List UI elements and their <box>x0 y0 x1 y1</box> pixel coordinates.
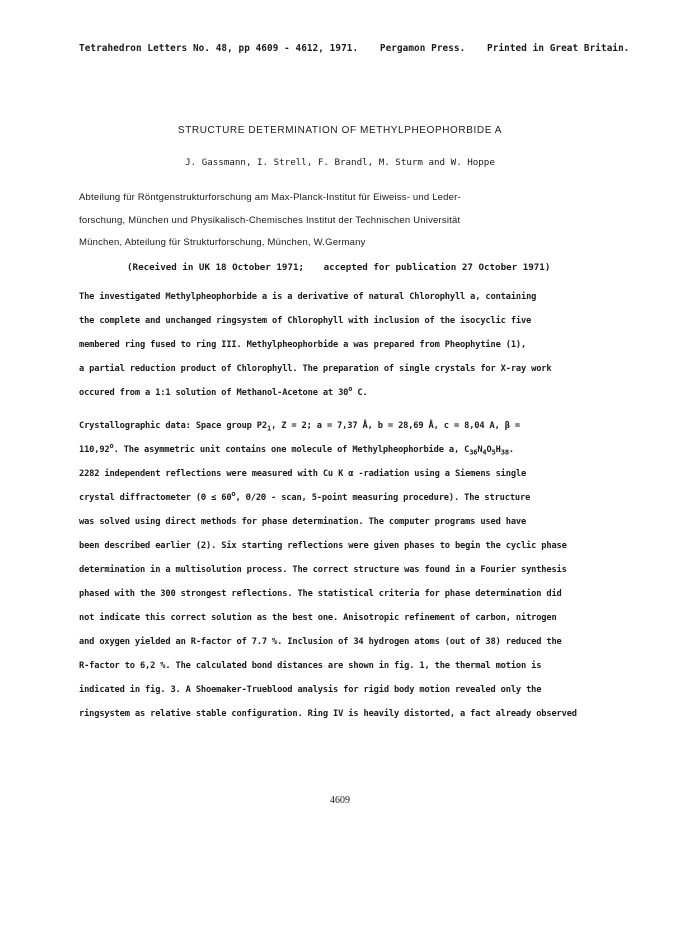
text-line: R-factor to 6,2 %. The calculated bond distances are shown in fig. 1, the thermal motion is <box>79 661 542 671</box>
author-list: J. Gassmann, I. Strell, F. Brandl, M. Sturm and W. Hoppe <box>185 157 495 168</box>
article-title: STRUCTURE DETERMINATION OF METHYLPHEOPHORBIDE A <box>177 125 503 136</box>
text-fragment: . The asymmetric unit contains one molecule of Methylpheophorbide a, C <box>113 445 470 455</box>
text-line: membered ring fused to ring III. Methylpheophorbide a was prepared from Pheophytine (1), <box>79 340 527 350</box>
text-line: phased with the 300 strongest reflections. The statistical criteria for phase determination did <box>79 589 562 599</box>
text-line: been described earlier (2). Six starting reflections were given phases to begin the cyclic phase <box>79 541 567 551</box>
text-line: 2282 independent reflections were measured with Cu K α -radiation using a Siemens single <box>79 469 527 479</box>
publisher: Pergamon Press. <box>379 43 466 54</box>
text-fragment: , Z = 2; a = 7,37 Å, b = 28,69 Å, c = 8,04 A, β = <box>271 421 520 431</box>
subscript: 5 <box>491 448 496 457</box>
text-fragment: , Θ/2Θ - scan, 5-point measuring procedure). The structure <box>235 493 531 503</box>
formula-element: N <box>477 445 483 455</box>
subscript: 4 <box>482 448 487 457</box>
text-line <box>79 381 639 405</box>
text-line: ringsystem as relative stable configuration. Ring IV is heavily distorted, a fact already observed <box>79 709 577 719</box>
subscript: 1 <box>266 424 272 433</box>
text-line <box>79 438 639 462</box>
subscript: 38 <box>500 448 509 457</box>
text-line: determination in a multisolution process. The correct structure was found in a Fourier synthesis <box>79 565 567 575</box>
text-fragment: C. <box>352 388 368 398</box>
paragraph-introduction <box>79 285 639 405</box>
text-line: indicated in fig. 3. A Shoemaker-Trueblood analysis for rigid body motion revealed only the <box>79 685 542 695</box>
affiliation-block <box>79 187 639 255</box>
text-fragment: . <box>508 445 514 455</box>
text-line: a partial reduction product of Chlorophyll. The preparation of single crystals for X-ray work <box>79 364 552 374</box>
formula-element: O <box>486 445 492 455</box>
text-fragment: Crystallographic data: Space group P2 <box>79 421 267 431</box>
subscript: 36 <box>469 448 478 457</box>
affiliation-line: Abteilung für Röntgenstrukturforschung am Max-Planck-Institut für Eiweiss- und Leder- <box>79 192 461 203</box>
text-line: The investigated Methylpheophorbide a is a derivative of natural Chlorophyll a, containing <box>79 292 537 302</box>
affiliation-line: forschung, München und Physikalisch-Chemisches Institut der Technischen Universität <box>79 214 461 226</box>
superscript: o <box>348 385 353 394</box>
affiliation-line: München, Abteilung für Strukturforschung, München, W.Germany <box>79 237 366 248</box>
accepted-date: accepted for publication 27 October 1971) <box>323 262 551 273</box>
received-dates <box>127 262 657 273</box>
text-line <box>79 414 639 438</box>
superscript: o <box>109 442 114 451</box>
text-line: not indicate this correct solution as the best one. Anisotropic refinement of carbon, nitrogen <box>79 613 557 623</box>
text-line: the complete and unchanged ringsystem of Chlorophyll with inclusion of the isocyclic five <box>79 316 532 326</box>
text-fragment: crystal diffractometer (Θ ≤ 60 <box>79 493 232 503</box>
received-date: (Received in UK 18 October 1971; <box>127 262 305 273</box>
text-fragment: 110,92 <box>79 445 110 455</box>
superscript: o <box>231 490 236 499</box>
journal-header <box>79 43 659 54</box>
journal-citation: Tetrahedron Letters No. 48, pp 4609 - 4612, 1971. <box>79 43 359 54</box>
printed-location: Printed in Great Britain. <box>487 43 630 54</box>
text-line <box>79 486 639 510</box>
text-line: was solved using direct methods for phase determination. The computer programs used have <box>79 517 527 527</box>
paragraph-crystallographic <box>79 414 639 726</box>
formula-element: H <box>495 445 501 455</box>
text-line: and oxygen yielded an R-factor of 7.7 %. Inclusion of 34 hydrogen atoms (out of 38) reduced the <box>79 637 562 647</box>
page-number: 4609 <box>330 795 350 806</box>
text-fragment: occured from a 1:1 solution of Methanol-Acetone at 30 <box>79 388 349 398</box>
